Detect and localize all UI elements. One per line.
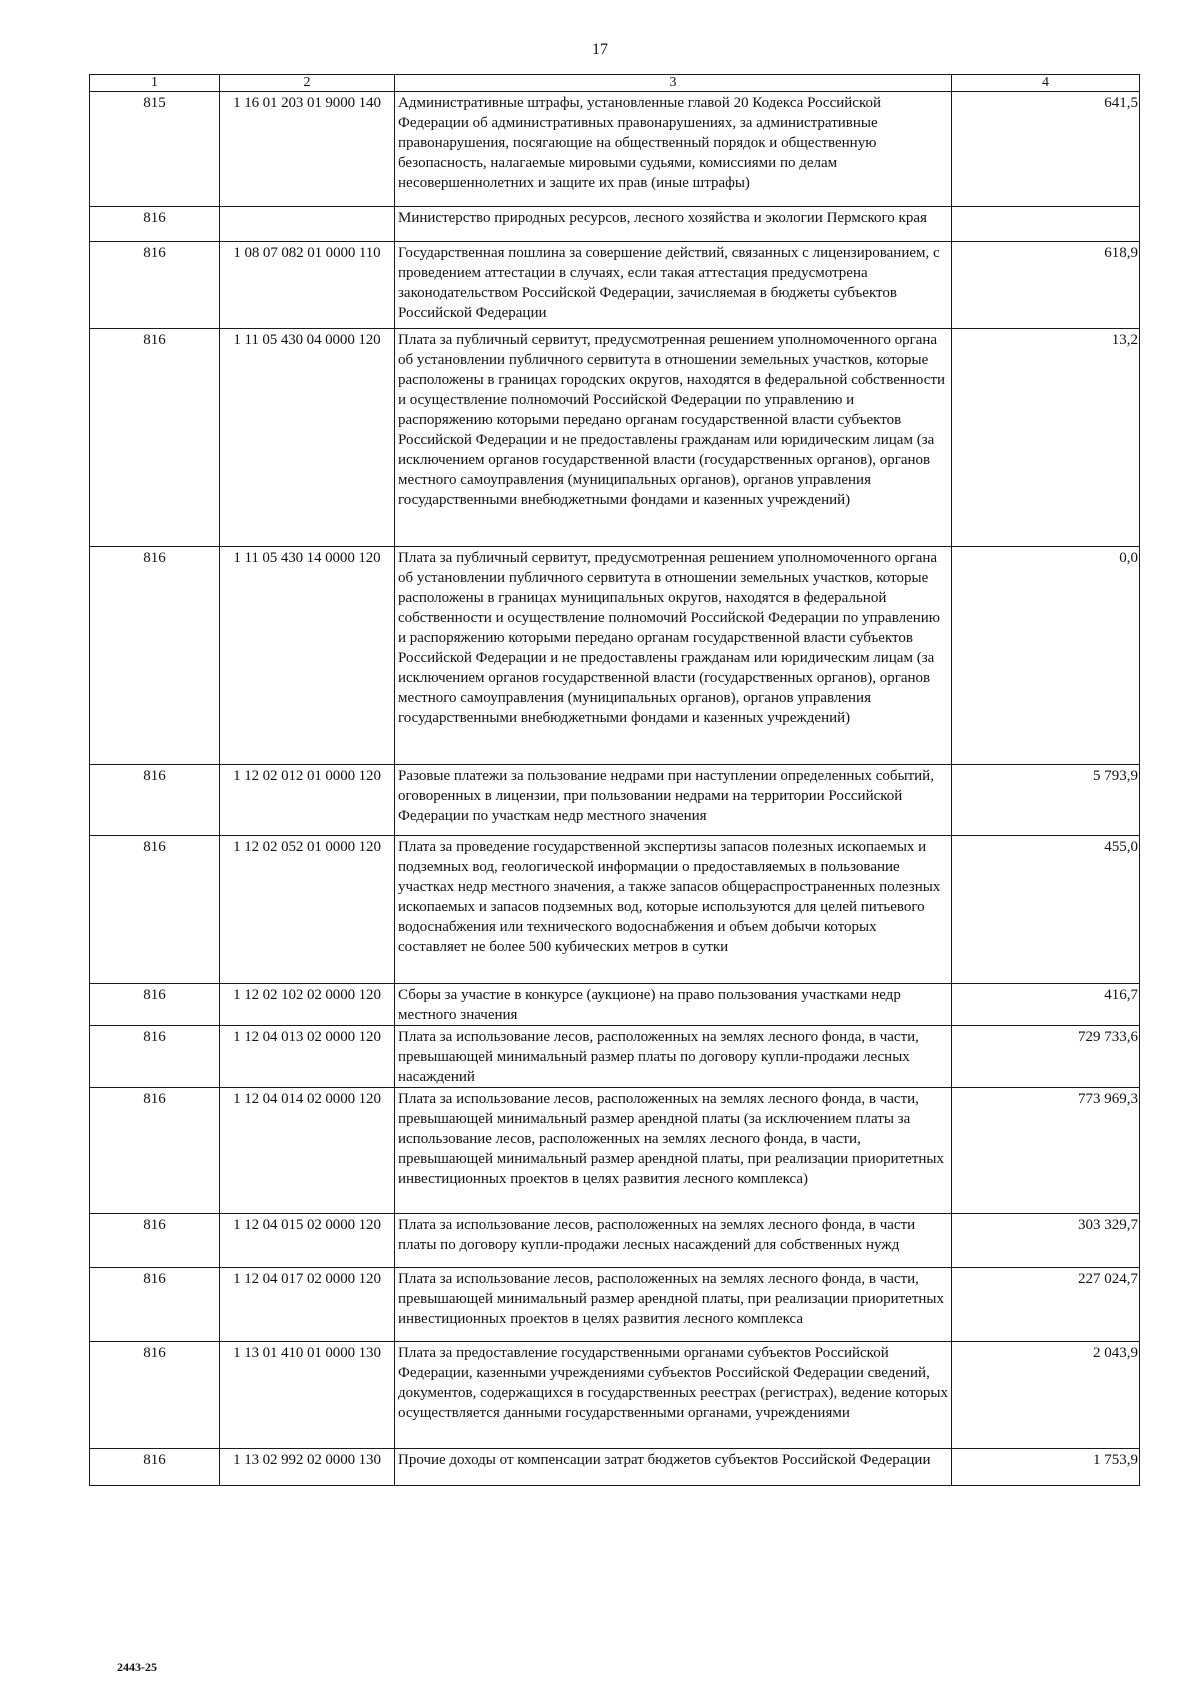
- table-body: [90, 92, 1140, 1486]
- budget-classification-code: 1 16 01 203 01 9000 140: [220, 92, 395, 207]
- admin-code: 816: [90, 207, 220, 242]
- amount: 455,0: [952, 836, 1140, 984]
- admin-code: 816: [90, 765, 220, 836]
- budget-classification-code: 1 12 04 014 02 0000 120: [220, 1088, 395, 1214]
- budget-classification-code: 1 12 02 052 01 0000 120: [220, 836, 395, 984]
- table-row: [90, 1268, 1140, 1342]
- header-col-4: 4: [952, 75, 1140, 92]
- budget-classification-code: 1 11 05 430 04 0000 120: [220, 329, 395, 547]
- header-col-1: 1: [90, 75, 220, 92]
- admin-code: 816: [90, 836, 220, 984]
- revenue-name: Прочие доходы от компенсации затрат бюджетов субъектов Российской Федерации: [395, 1449, 952, 1486]
- revenue-name: Плата за использование лесов, расположенных на землях лесного фонда, в части платы по договору купли-продажи лесных насаждений для собственных нужд: [395, 1214, 952, 1268]
- table-row: [90, 329, 1140, 547]
- header-col-2: 2: [220, 75, 395, 92]
- amount: 227 024,7: [952, 1268, 1140, 1342]
- admin-code: 816: [90, 1026, 220, 1088]
- admin-code: 816: [90, 329, 220, 547]
- admin-code: 815: [90, 92, 220, 207]
- amount: 729 733,6: [952, 1026, 1140, 1088]
- amount: 5 793,9: [952, 765, 1140, 836]
- budget-classification-code: 1 12 02 012 01 0000 120: [220, 765, 395, 836]
- revenue-name: Плата за проведение государственной экспертизы запасов полезных ископаемых и подземных вод, геологической информации о предоставляемых в пользование участках недр местного значения, а также запасов общераспространенных полезных ископаемых и запасов подземных вод, которые используются для целей питьевого водоснабжения или технического водоснабжения и объем добычи которых составляет не более 500 кубических метров в сутки: [395, 836, 952, 984]
- table-row: [90, 1088, 1140, 1214]
- revenue-name: Сборы за участие в конкурсе (аукционе) на право пользования участками недр местного значения: [395, 984, 952, 1026]
- revenue-name: Административные штрафы, установленные главой 20 Кодекса Российской Федерации об административных правонарушениях, за административные правонарушения, посягающие на общественный порядок и общественную безопасность, налагаемые мировыми судьями, комиссиями по делам несовершеннолетних и защите их прав (иные штрафы): [395, 92, 952, 207]
- table-row: [90, 765, 1140, 836]
- budget-classification-code: 1 11 05 430 14 0000 120: [220, 547, 395, 765]
- admin-code: 816: [90, 242, 220, 329]
- table-row: [90, 1342, 1140, 1449]
- admin-code: 816: [90, 1088, 220, 1214]
- amount: 0,0: [952, 547, 1140, 765]
- revenue-name: Плата за использование лесов, расположенных на землях лесного фонда, в части, превышающей минимальный размер арендной платы, при реализации приоритетных инвестиционных проектов в целях развития лесного комплекса: [395, 1268, 952, 1342]
- admin-code: 816: [90, 1342, 220, 1449]
- revenue-name: Разовые платежи за пользование недрами при наступлении определенных событий, оговоренных в лицензии, при пользовании недрами на территории Российской Федерации по участкам недр местного значения: [395, 765, 952, 836]
- admin-code: 816: [90, 1214, 220, 1268]
- amount: 2 043,9: [952, 1342, 1140, 1449]
- admin-code: 816: [90, 1268, 220, 1342]
- revenue-name: Плата за предоставление государственными органами субъектов Российской Федерации, казенными учреждениями субъектов Российской Федерации сведений, документов, содержащихся в государственных реестрах (регистрах), ведение которых осуществляется данными государственными органами, учреждениями: [395, 1342, 952, 1449]
- budget-classification-code: 1 12 04 013 02 0000 120: [220, 1026, 395, 1088]
- table-header: [90, 75, 1140, 92]
- budget-classification-code: 1 08 07 082 01 0000 110: [220, 242, 395, 329]
- revenue-name: Плата за публичный сервитут, предусмотренная решением уполномоченного органа об установлении публичного сервитута в отношении земельных участков, которые расположены в границах муниципальных округов, находятся в федеральной собственности и осуществление полномочий Российской Федерации по управлению и распоряжению которыми передано органам государственной власти субъектов Российской Федерации и не предоставлены гражданам или юридическим лицам (за исключением органов государственной власти (государственных органов), органов местного самоуправления (муниципальных органов), органов управления государственными внебюджетными фондами и казенных учреждений): [395, 547, 952, 765]
- revenue-name: Плата за публичный сервитут, предусмотренная решением уполномоченного органа об установлении публичного сервитута в отношении земельных участков, которые расположены в границах городских округов, находятся в федеральной собственности и осуществление полномочий Российской Федерации по управлению и распоряжению которыми передано органам государственной власти субъектов Российской Федерации и не предоставлены гражданам или юридическим лицам (за исключением органов государственной власти (государственных органов), органов местного самоуправления (муниципальных органов), органов управления государственными внебюджетными фондами и казенных учреждений): [395, 329, 952, 547]
- budget-classification-code: 1 13 01 410 01 0000 130: [220, 1342, 395, 1449]
- table-row: [90, 207, 1140, 242]
- table-row: [90, 1026, 1140, 1088]
- footer-document-code: 2443-25: [117, 1660, 157, 1674]
- table-row: [90, 984, 1140, 1026]
- table-row: [90, 1214, 1140, 1268]
- table-row: [90, 547, 1140, 765]
- budget-classification-code: [220, 207, 395, 242]
- revenue-name: Плата за использование лесов, расположенных на землях лесного фонда, в части, превышающей минимальный размер арендной платы (за исключением платы за использование лесов, расположенных на землях лесного фонда, в части, превышающей минимальный размер арендной платы, при реализации приоритетных инвестиционных проектов в целях развития лесного комплекса): [395, 1088, 952, 1214]
- admin-code: 816: [90, 547, 220, 765]
- amount: 13,2: [952, 329, 1140, 547]
- header-col-3: 3: [395, 75, 952, 92]
- budget-classification-code: 1 12 04 017 02 0000 120: [220, 1268, 395, 1342]
- amount: 416,7: [952, 984, 1140, 1026]
- revenue-name: Государственная пошлина за совершение действий, связанных с лицензированием, с проведением аттестации в случаях, если такая аттестация предусмотрена законодательством Российской Федерации, зачисляемая в бюджеты субъектов Российской Федерации: [395, 242, 952, 329]
- revenue-name: Министерство природных ресурсов, лесного хозяйства и экологии Пермского края: [395, 207, 952, 242]
- amount: 641,5: [952, 92, 1140, 207]
- amount: 303 329,7: [952, 1214, 1140, 1268]
- budget-classification-code: 1 12 04 015 02 0000 120: [220, 1214, 395, 1268]
- admin-code: 816: [90, 1449, 220, 1486]
- amount: 618,9: [952, 242, 1140, 329]
- table-row: [90, 92, 1140, 207]
- table-row: [90, 836, 1140, 984]
- revenue-table: [89, 74, 1140, 1486]
- budget-classification-code: 1 12 02 102 02 0000 120: [220, 984, 395, 1026]
- table-row: [90, 242, 1140, 329]
- amount: [952, 207, 1140, 242]
- revenue-name: Плата за использование лесов, расположенных на землях лесного фонда, в части, превышающей минимальный размер платы по договору купли-продажи лесных насаждений: [395, 1026, 952, 1088]
- budget-classification-code: 1 13 02 992 02 0000 130: [220, 1449, 395, 1486]
- table-row: [90, 1449, 1140, 1486]
- amount: 1 753,9: [952, 1449, 1140, 1486]
- page-number: 17: [592, 41, 608, 58]
- admin-code: 816: [90, 984, 220, 1026]
- amount: 773 969,3: [952, 1088, 1140, 1214]
